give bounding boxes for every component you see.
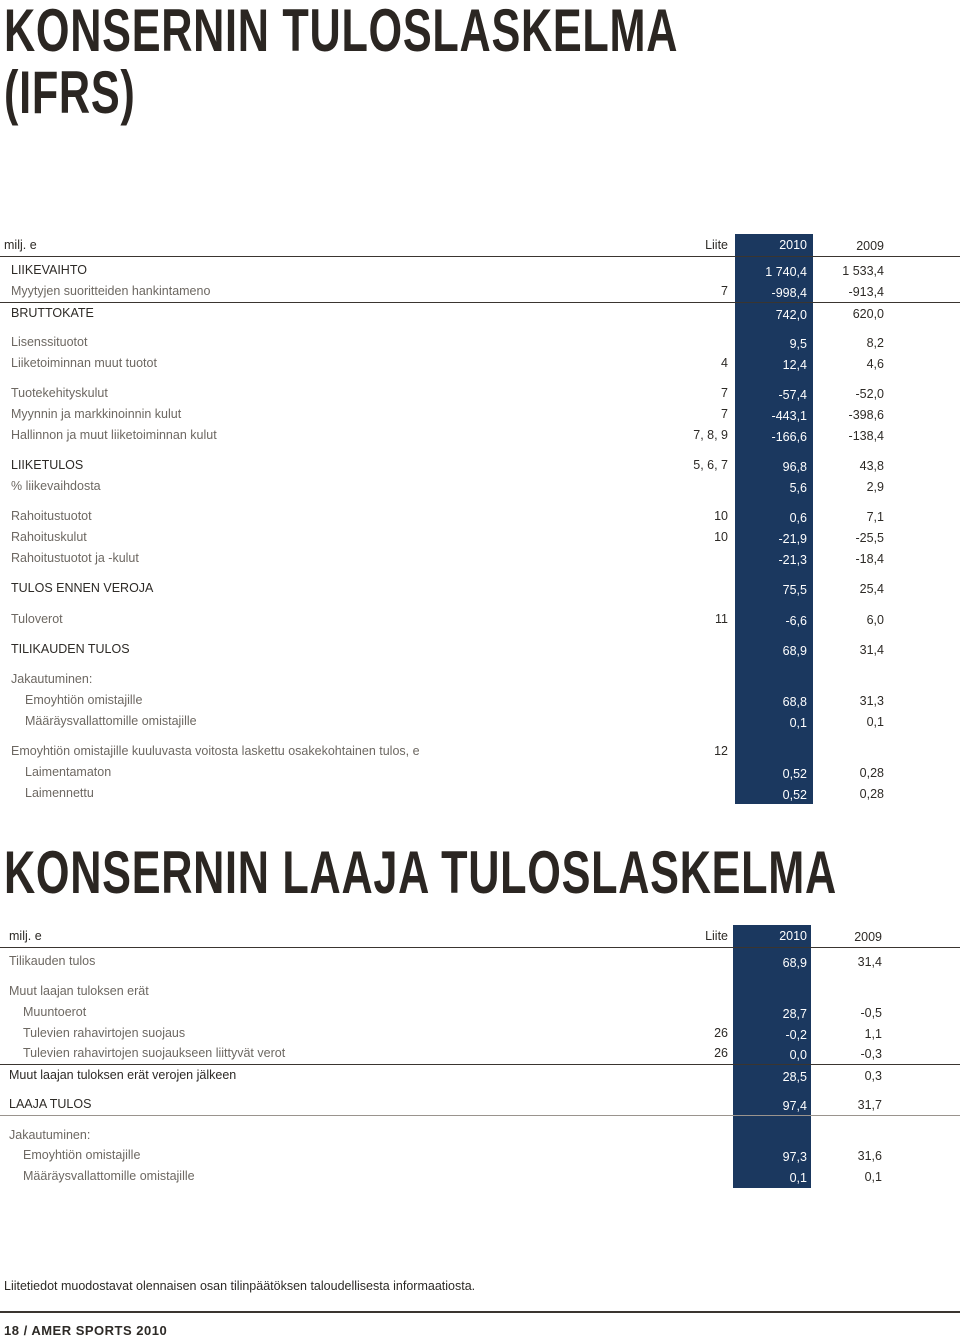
table-row: Liiketoiminnan muut tuotot 4 12,4 4,6 xyxy=(11,356,884,372)
table-row: Rahoituskulut 10 -21,9 -25,5 xyxy=(11,530,884,546)
table-row: Muuntoerot 28,7 -0,5 xyxy=(23,1005,882,1021)
footnote: Liitetiedot muodostavat olennaisen osan tilinpäätöksen taloudellisesta informaatiosta. xyxy=(4,1279,476,1293)
table-header xyxy=(0,235,960,257)
year-2009-header: 2009 xyxy=(854,930,882,944)
table-row: Tulevien rahavirtojen suojaukseen liittyvät verot 26 0,0 -0,3 xyxy=(23,1046,882,1062)
table-row: Tuloverot 11 -6,6 6,0 xyxy=(11,612,884,628)
table-row: BRUTTOKATE 742,0 620,0 xyxy=(0,302,960,324)
table-row: Määräysvallattomille omistajille 0,1 0,1 xyxy=(23,1169,882,1185)
table-row: LIIKETULOS 5, 6, 7 96,8 43,8 xyxy=(11,458,884,474)
table-row: Emoyhtiön omistajille 97,3 31,6 xyxy=(23,1148,882,1164)
table-row: LIIKEVAIHTO 1 740,4 1 533,4 xyxy=(11,263,884,279)
table-row: Rahoitustuotot 10 0,6 7,1 xyxy=(11,509,884,525)
table-row: TILIKAUDEN TULOS 68,9 31,4 xyxy=(11,642,884,658)
table-row: Tulevien rahavirtojen suojaus 26 -0,2 1,1 xyxy=(23,1026,882,1042)
table-row: Jakautuminen: xyxy=(11,672,93,686)
footer-rule xyxy=(0,1311,960,1313)
liite-header: Liite xyxy=(705,929,728,943)
table-row: LAAJA TULOS 97,4 31,7 xyxy=(0,1094,960,1116)
page-title-line2: (IFRS) xyxy=(4,59,136,126)
table-row: Jakautuminen: xyxy=(9,1128,91,1142)
year-2009-header: 2009 xyxy=(856,239,884,253)
table-row: Laimennettu 0,52 0,28 xyxy=(25,786,884,802)
table-row: Tilikauden tulos 68,9 31,4 xyxy=(9,954,882,970)
year-2010-header: 2010 xyxy=(779,238,807,252)
table-row: Muut laajan tuloksen erät xyxy=(9,984,149,998)
table-row: TULOS ENNEN VEROJA 75,5 25,4 xyxy=(11,581,884,597)
table-row: Emoyhtiön omistajille 68,8 31,3 xyxy=(25,693,884,709)
table-row: % liikevaihdosta 5,6 2,9 xyxy=(11,479,884,495)
table-row: Hallinnon ja muut liiketoiminnan kulut 7, 8, 9 -166,6 -138,4 xyxy=(11,428,884,444)
table-row: Myytyjen suoritteiden hankintameno 7 -998,4 -913,4 xyxy=(11,284,884,300)
unit-label: milj. e xyxy=(4,238,37,252)
table-row: Määräysvallattomille omistajille 0,1 0,1 xyxy=(25,714,884,730)
page-title: KONSERNIN TULOSLASKELMA xyxy=(4,0,679,64)
section-title: KONSERNIN LAAJA TULOSLASKELMA xyxy=(4,839,837,906)
table-row: Laimentamaton 0,52 0,28 xyxy=(25,765,884,781)
liite-header: Liite xyxy=(705,238,728,252)
table-row: Lisenssituotot 9,5 8,2 xyxy=(11,335,884,351)
year-2010-header: 2010 xyxy=(779,929,807,943)
table-row: Rahoitustuotot ja -kulut -21,3 -18,4 xyxy=(11,551,884,567)
page-footer: 18 / AMER SPORTS 2010 xyxy=(4,1323,168,1338)
table-row: Emoyhtiön omistajille kuuluvasta voitosta laskettu osakekohtainen tulos, e 12 xyxy=(11,744,728,758)
table-row: Myynnin ja markkinoinnin kulut 7 -443,1 -398,6 xyxy=(11,407,884,423)
unit-label: milj. e xyxy=(9,929,42,943)
table-row: Tuotekehityskulut 7 -57,4 -52,0 xyxy=(11,386,884,402)
table-header xyxy=(0,926,960,948)
table-row: Muut laajan tuloksen erät verojen jälkeen 28,5 0,3 xyxy=(0,1064,960,1086)
